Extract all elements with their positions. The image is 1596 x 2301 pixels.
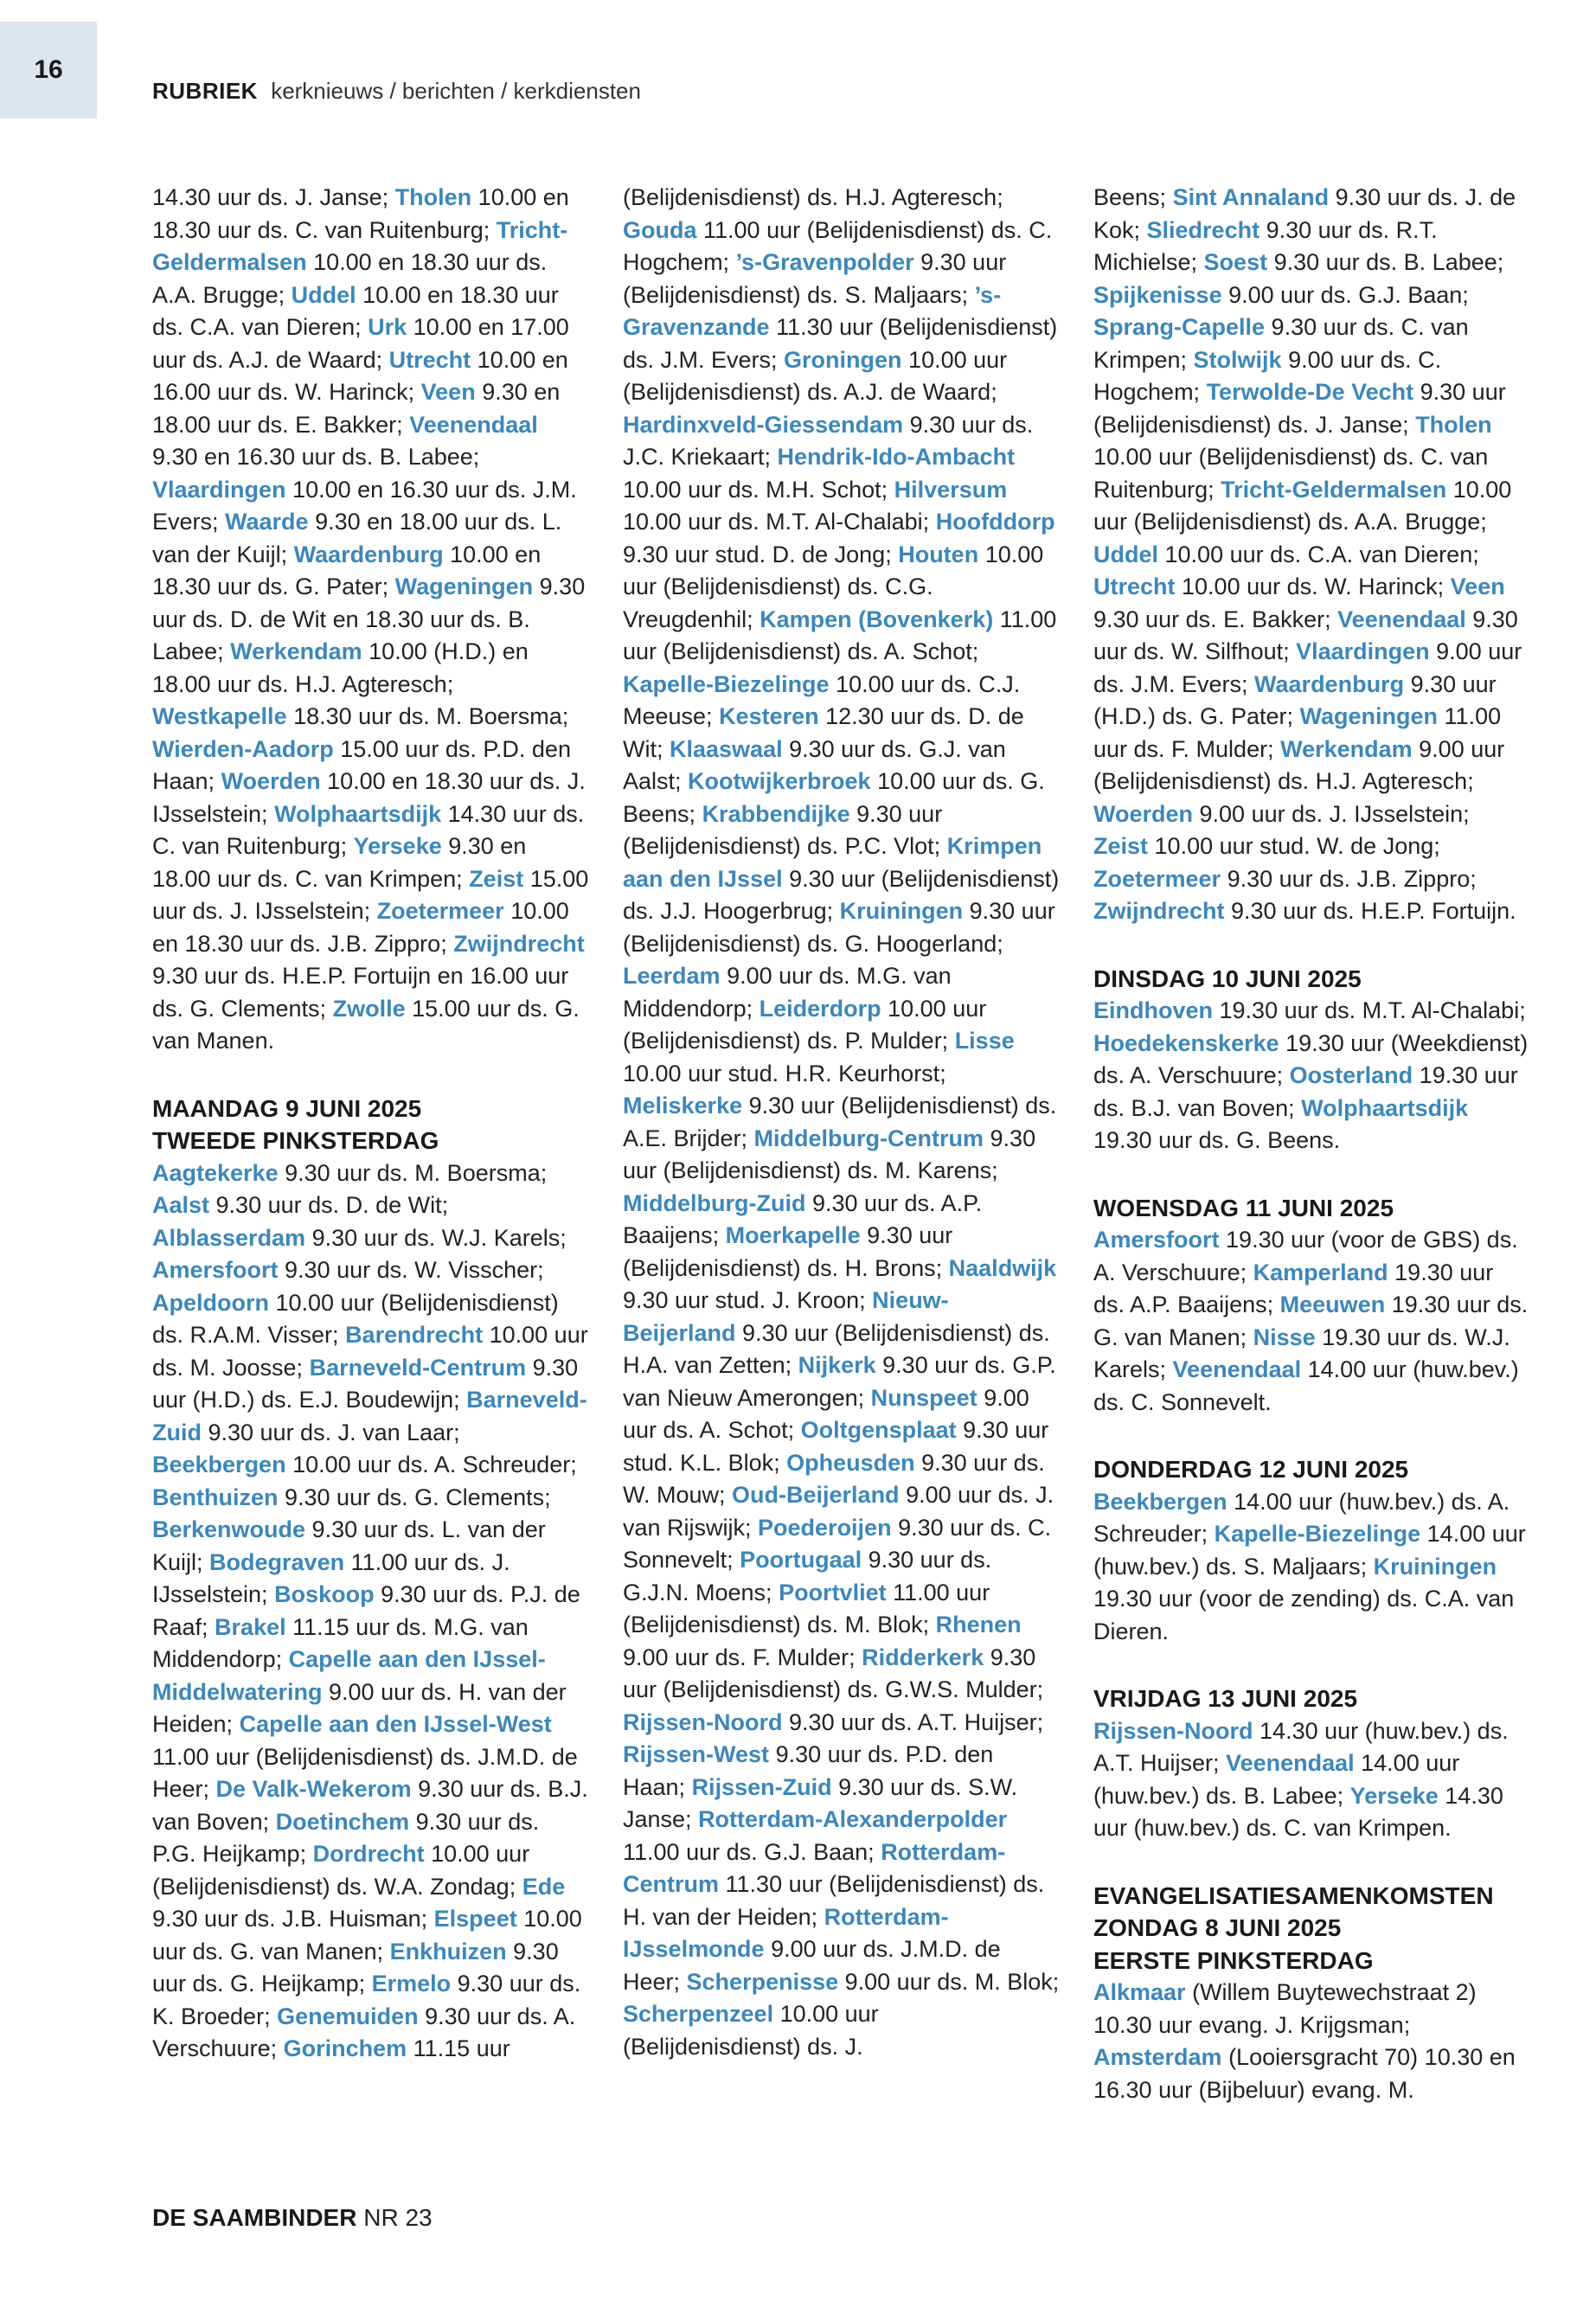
service-details: 10.00 uur ds. W. Harinck; (1175, 574, 1451, 599)
service-details: (Belijdenisdienst) ds. H.J. Agteresch; (623, 184, 1003, 210)
service-details: 14.30 uur ds. J. Janse; (152, 184, 395, 210)
church-location: Enkhuizen (389, 1938, 507, 1965)
service-details: 19.30 uur ds. A.P. Baaijens; (1093, 1259, 1494, 1317)
church-location: Vlaardingen (152, 476, 286, 503)
service-details: 12.30 uur ds. D. de Wit; (623, 703, 1024, 762)
church-location: Oosterland (1289, 1062, 1413, 1088)
service-details: Beens; (1093, 184, 1173, 210)
day-heading: MAANDAG 9 JUNI 2025 (152, 1094, 422, 1122)
service-details: 15.00 uur ds. G. van Manen. (152, 995, 580, 1054)
church-location: Zwolle (332, 995, 406, 1022)
church-location: Stolwijk (1193, 346, 1282, 373)
church-location: Scherpenzeel (623, 2001, 774, 2027)
church-location: Middelburg-Zuid (623, 1189, 806, 1216)
church-location: Alkmaar (1093, 1979, 1186, 2005)
church-location: Urk (368, 314, 407, 340)
service-details: 9.30 uur ds. A.T. Huijser; (782, 1708, 1044, 1735)
church-location: Ede (522, 1873, 566, 1900)
service-details: 10.00 uur (Belijdenisdienst) ds. R.A.M. Visser; (152, 1289, 559, 1348)
service-details: 11.30 uur (Belijdenisdienst) ds. J.M. Evers; (623, 314, 1058, 373)
service-block (1093, 1880, 1530, 2107)
service-details: 10.00 uur ds. M. Joosse; (152, 1322, 588, 1381)
church-location: Genemuiden (277, 2003, 419, 2029)
service-details: 9.30 uur ds. J.B. Zippro; (1221, 865, 1477, 892)
service-block (1093, 1192, 1530, 1420)
service-details: 11.15 uur ds. M.G. van Middendorp; (152, 1613, 529, 1672)
church-location: Tricht-Geldermalsen (1221, 476, 1447, 503)
service-details: 9.30 uur ds. D. de Wit en 18.30 uur ds. B. Labee; (152, 574, 586, 664)
service-details: 9.30 uur ds. P.D. den Haan; (623, 1741, 994, 1800)
service-details: 9.30 uur (H.D.) ds. E.J. Boudewijn; (152, 1354, 579, 1413)
service-details: 10.00 uur (Belijdenisdienst) ds. A.A. Brugge; (1093, 476, 1512, 535)
service-details: 9.30 uur ds. M. Boersma; (278, 1159, 548, 1186)
service-details: 19.30 uur (Weekdienst) ds. A. Verschuure; (1093, 1029, 1529, 1088)
church-location: ’s-Gravenzande (623, 281, 1002, 340)
service-details: 10.00 uur ds. A. Schreuder; (285, 1452, 577, 1477)
church-location: Barneveld-Centrum (309, 1354, 527, 1381)
service-details: 14.30 uur (huw.bev.) ds. C. van Krimpen. (1093, 1782, 1503, 1841)
service-details: 10.00 uur ds. C.A. van Dieren; (1158, 541, 1479, 567)
church-location: Doetinchem (275, 1808, 410, 1835)
service-details: 9.30 uur ds. A. Verschuure; (152, 2003, 576, 2061)
service-details: 9.30 uur ds. S.W. Janse; (623, 1773, 1018, 1832)
church-location: Veenendaal (1172, 1356, 1302, 1382)
service-details: 10.00 en 16.00 uur ds. W. Harinck; (152, 346, 568, 405)
church-location: Brakel (215, 1613, 286, 1640)
church-location: Woerden (1093, 800, 1194, 827)
service-details: 10.00 en 18.30 uur ds. J. IJsselstein; (152, 768, 586, 827)
church-location: Capelle aan den IJssel-Middelwatering (152, 1646, 546, 1705)
church-location: Meliskerke (623, 1093, 743, 1118)
service-details: 11.00 uur (Belijdenisdienst) ds. A. Schot; (623, 606, 1057, 664)
service-details: 9.00 uur ds. J.M. Evers; (1093, 638, 1522, 697)
church-location: Poederoijen (758, 1514, 892, 1541)
church-location: Wageningen (1299, 703, 1439, 729)
service-details: 9.30 uur (Belijdenisdienst) ds. A.E. Brijder; (623, 1093, 1057, 1151)
section-subtitle: kerknieuws / berichten / kerkdiensten (271, 78, 641, 104)
service-details: 10.00 uur ds. M.H. Schot; (623, 476, 894, 503)
day-heading: DONDERDAG 12 JUNI 2025 (1093, 1456, 1409, 1483)
church-location: Rotterdam-IJsselmonde (623, 1903, 949, 1962)
church-location: Rijssen-Noord (623, 1708, 783, 1735)
service-block (623, 182, 1060, 2063)
church-location: Vlaardingen (1296, 638, 1430, 664)
service-details: 9.00 uur ds. J.M.D. de Heer; (623, 1936, 1001, 1995)
church-location: Ridderkerk (862, 1644, 984, 1670)
service-details: 9.30 uur (Belijdenisdienst) ds. G.W.S. Mulder; (623, 1644, 1044, 1702)
service-details: 10.00 uur (Belijdenisdienst) ds. C.G. Vreugdenhil; (623, 541, 1044, 632)
service-details: 10.00 uur stud. W. de Jong; (1148, 833, 1440, 859)
church-location: Tricht-Geldermalsen (152, 216, 568, 275)
day-heading: VRIJDAG 13 JUNI 2025 (1093, 1685, 1358, 1712)
service-details: 9.30 uur ds. G. Clements; (278, 1484, 551, 1510)
footer-brand: DE SAAMBINDER (152, 2204, 357, 2231)
service-details: 9.30 uur (Belijdenisdienst) ds. G. Hoogerland; (623, 898, 1055, 957)
church-location: Kesteren (719, 703, 819, 729)
church-location: Werkendam (1280, 735, 1413, 762)
service-details: 10.00 en 18.30 uur ds. J.B. Zippro; (152, 898, 569, 957)
church-location: Rotterdam-Centrum (623, 1838, 1006, 1897)
service-block (1093, 182, 1530, 928)
service-details: 9.30 uur ds. G. Heijkamp; (152, 1938, 559, 1997)
day-heading: EVANGELISATIESAMENKOMSTEN (1093, 1881, 1494, 1909)
service-details: 9.00 uur ds. H. van der Heiden; (152, 1678, 567, 1737)
church-location: Kampen (Bovenkerk) (760, 606, 994, 632)
service-details: 10.00 uur ds. M.T. Al-Chalabi; (623, 509, 936, 535)
church-location: Yerseke (1349, 1782, 1439, 1809)
service-details: 9.30 uur ds. E. Bakker; (1093, 606, 1338, 632)
church-location: Sint Annaland (1172, 184, 1330, 210)
church-location: Rijssen-Zuid (691, 1773, 832, 1800)
church-location: Scherpenisse (686, 1968, 839, 1995)
service-details: 9.30 uur ds. J. van Laar; (201, 1419, 460, 1445)
church-location: Poortvliet (779, 1579, 887, 1606)
service-details: 9.30 uur ds. G.P. van Nieuw Amerongen; (623, 1352, 1056, 1411)
service-details: 15.00 uur ds. J. IJsselstein; (152, 865, 589, 924)
church-location: Zoetermeer (376, 898, 504, 924)
church-location: Moerkapelle (725, 1222, 861, 1248)
service-details: 10.00 en 18.30 uur ds. C. van Ruitenburg; (152, 184, 569, 243)
day-heading: DINSDAG 10 JUNI 2025 (1093, 965, 1362, 992)
service-details: 9.30 uur ds. P.J. de Raaf; (152, 1581, 580, 1640)
service-details: 9.30 uur ds. A.P. Baaijens; (623, 1189, 983, 1248)
service-details: 9.30 uur ds. W. Mouw; (623, 1449, 1045, 1508)
service-details: 9.30 uur (Belijdenisdienst) ds. J. Janse; (1093, 379, 1506, 438)
day-heading: WOENSDAG 11 JUNI 2025 (1093, 1194, 1394, 1221)
church-location: Aalst (152, 1192, 210, 1218)
service-details: 14.00 uur (huw.bev.) ds. A. Schreuder; (1093, 1488, 1510, 1547)
service-details: 14.30 uur ds. C. van Ruitenburg; (152, 800, 585, 859)
church-location: Soest (1203, 249, 1268, 275)
service-details: 11.00 uur ds. F. Mulder; (1093, 703, 1502, 762)
service-details: 9.30 en 18.00 uur ds. L. van der Kuijl; (152, 509, 562, 567)
service-details: 11.00 uur ds. J. IJsselstein; (152, 1548, 510, 1607)
service-details: 9.00 uur ds. C. Hogchem; (1093, 346, 1442, 405)
service-details: 9.30 uur ds. W.J. Karels; (305, 1224, 567, 1251)
service-details: 10.00 uur ds. G. Beens; (623, 768, 1045, 827)
church-location: Sprang-Capelle (1093, 314, 1266, 340)
service-details: 9.30 uur ds. L. van der Kuijl; (152, 1516, 546, 1575)
church-location: Spijkenisse (1093, 281, 1222, 308)
service-details: 9.30 uur (H.D.) ds. G. Pater; (1093, 670, 1497, 729)
service-details: (Looiersgracht 70) 10.30 en 16.30 uur (Bijbeluur) evang. M. (1093, 2044, 1516, 2103)
service-block (1093, 1453, 1530, 1648)
service-details: 9.30 uur stud. K.L. Blok; (623, 1417, 1049, 1476)
church-location: Kamperland (1253, 1259, 1388, 1285)
service-details: 19.30 uur ds. G. van Manen; (1093, 1292, 1529, 1350)
service-details: 10.00 uur (Belijdenisdienst) ds. P. Mulder; (623, 995, 987, 1054)
service-details: 9.30 uur ds. W. Visscher; (278, 1257, 544, 1283)
church-location: Yerseke (353, 833, 442, 859)
service-details: 19.30 uur ds. M.T. Al-Chalabi; (1213, 997, 1526, 1023)
service-details: 9.30 uur ds. H.E.P. Fortuijn. (1224, 898, 1516, 924)
service-details: 9.30 uur stud. D. de Jong; (623, 541, 899, 567)
church-location: Waardenburg (1254, 670, 1405, 697)
church-location: Hendrik-Ido-Ambacht (777, 444, 1016, 470)
church-location: Gouda (623, 216, 697, 243)
service-details: 9.30 uur (Belijdenisdienst) ds. J.J. Hoogerbrug; (623, 865, 1060, 924)
service-details: 11.15 uur (407, 2035, 510, 2061)
service-details: 18.30 uur ds. M. Boersma; (286, 703, 569, 729)
church-location: Barendrecht (345, 1322, 484, 1348)
church-location: Middelburg-Centrum (753, 1125, 984, 1151)
section-header (152, 78, 641, 105)
service-details: 10.00 (H.D.) en 18.00 uur ds. H.J. Agteresch; (152, 638, 529, 697)
church-location: Utrecht (388, 346, 471, 373)
church-location: Oud-Beijerland (732, 1482, 900, 1508)
church-location: Benthuizen (152, 1484, 279, 1510)
service-details: 10.00 en 18.30 uur ds. G. Pater; (152, 541, 542, 599)
page-number: 16 (0, 22, 97, 119)
service-details: 10.00 uur stud. H.R. Keurhorst; (623, 1060, 946, 1086)
service-block (1093, 963, 1530, 1157)
church-location: Berkenwoude (152, 1516, 306, 1542)
church-location: Naaldwijk (948, 1254, 1057, 1281)
church-location: ’s-Gravenpolder (735, 249, 914, 275)
church-location: Boskoop (274, 1581, 375, 1607)
church-location: Kruiningen (1373, 1553, 1497, 1580)
service-details: 9.30 uur (Belijdenisdienst) ds. M. Karens; (623, 1125, 1036, 1183)
church-location: Veenendaal (1337, 606, 1466, 632)
church-location: Leerdam (623, 963, 721, 989)
church-location: Waarde (225, 509, 309, 535)
service-details: 9.30 uur ds. C. van Krimpen; (1093, 314, 1469, 373)
church-location: Lisse (954, 1028, 1015, 1054)
church-location: Rhenen (935, 1612, 1022, 1638)
church-location: Nieuw-Beijerland (623, 1287, 949, 1346)
church-location: Amersfoort (152, 1257, 279, 1283)
church-location: Leiderdorp (759, 995, 881, 1022)
church-location: Zoetermeer (1093, 865, 1221, 892)
church-location: Bodegraven (209, 1548, 345, 1575)
church-location: Eindhoven (1093, 997, 1214, 1023)
church-location: Alblasserdam (152, 1224, 306, 1251)
church-location: Capelle aan den IJssel-West (239, 1711, 552, 1737)
church-location: Zwijndrecht (1093, 898, 1225, 924)
service-details: 9.30 uur ds. R.T. Michielse; (1093, 216, 1438, 275)
service-details: 15.00 uur ds. P.D. den Haan; (152, 735, 571, 794)
service-details: 9.30 en 18.00 uur ds. E. Bakker; (152, 379, 561, 438)
church-location: Meeuwen (1279, 1292, 1386, 1317)
service-details: 9.30 uur ds. K. Broeder; (152, 1971, 581, 2029)
church-location: Woerden (221, 768, 321, 794)
church-location: Veen (420, 379, 476, 405)
service-details: 14.00 uur (huw.bev.) ds. C. Sonnevelt. (1093, 1356, 1519, 1415)
service-details: (Willem Buytewechstraat 2) 10.30 uur evang. J. Krijgsman; (1093, 1979, 1477, 2038)
service-details: 19.30 uur (voor de zending) ds. C.A. van Dieren. (1093, 1586, 1515, 1644)
service-details: 19.30 uur ds. W.J. Karels; (1093, 1324, 1510, 1382)
service-block (1093, 1682, 1530, 1845)
church-location: Rotterdam-Alexanderpolder (698, 1806, 1008, 1832)
church-location: Amersfoort (1093, 1227, 1220, 1253)
church-location: Hardinxveld-Giessendam (623, 411, 904, 438)
church-location: Veenendaal (1226, 1750, 1355, 1776)
column-1 (152, 182, 589, 2066)
service-details: 14.00 uur (huw.bev.) ds. S. Maljaars; (1093, 1521, 1526, 1580)
church-location: Amsterdam (1093, 2044, 1222, 2070)
service-details: 19.30 uur ds. B.J. van Boven; (1093, 1062, 1518, 1121)
service-details: 9.30 uur ds. J. de Kok; (1093, 184, 1516, 243)
day-heading: TWEEDE PINKSTERDAG (152, 1127, 439, 1154)
service-details: 11.00 uur (Belijdenisdienst) ds. J.M.D. de Heer; (152, 1743, 578, 1802)
service-details: 10.00 uur ds. C.J. Meeuse; (623, 670, 1021, 729)
column-2 (623, 182, 1060, 2063)
service-details: 9.00 uur ds. A. Schot; (623, 1384, 1029, 1443)
service-details: 10.00 uur (Belijdenisdienst) ds. A.J. de Waard; (623, 346, 1008, 405)
service-details: 9.00 uur ds. M.G. van Middendorp; (623, 963, 952, 1022)
service-details: 10.00 en 18.30 uur ds. A.A. Brugge; (152, 249, 548, 308)
service-details: 9.30 uur (Belijdenisdienst) ds. H. Brons; (623, 1222, 953, 1281)
service-details: 10.00 en 16.30 uur ds. J.M. Evers; (152, 476, 577, 535)
church-location: Utrecht (1093, 574, 1176, 599)
church-location: Krabbendijke (702, 800, 850, 827)
service-details: 9.30 uur ds. W. Silfhout; (1093, 606, 1518, 664)
church-location: Hilversum (894, 476, 1008, 503)
church-location: Kapelle-Biezelinge (1214, 1521, 1421, 1547)
church-location: Klaaswaal (670, 735, 783, 762)
church-location: Dordrecht (312, 1841, 425, 1867)
church-location: Waardenburg (293, 541, 444, 567)
section-label: RUBRIEK (152, 78, 258, 104)
church-location: Groningen (784, 346, 902, 373)
church-location: Elspeet (433, 1906, 517, 1932)
service-details: 9.30 uur stud. J. Kroon; (623, 1287, 873, 1313)
church-location: Wageningen (394, 574, 534, 599)
church-location: Kapelle-Biezelinge (623, 670, 830, 697)
church-location: Ooltgensplaat (800, 1417, 957, 1443)
service-details: 10.00 uur ds. G. van Manen; (152, 1906, 582, 1965)
church-location: Zwijndrecht (453, 930, 585, 957)
day-heading: EERSTE PINKSTERDAG (1093, 1946, 1374, 1974)
church-location: Terwolde-De Vecht (1206, 379, 1414, 405)
church-location: Apeldoorn (152, 1289, 269, 1316)
service-details: 9.30 uur ds. P.G. Heijkamp; (152, 1808, 540, 1867)
service-details: 9.30 en 18.00 uur ds. C. van Krimpen; (152, 833, 527, 892)
service-details: 9.30 uur ds. J.C. Kriekaart; (623, 411, 1034, 470)
service-details: 14.30 uur (huw.bev.) ds. A.T. Huijser; (1093, 1717, 1509, 1776)
service-block (152, 1093, 589, 2066)
service-details: 9.00 uur ds. G.J. Baan; (1221, 281, 1469, 308)
service-details: 9.30 uur ds. B. Labee; (1267, 249, 1504, 275)
service-details: 9.00 uur ds. M. Blok; (838, 1968, 1060, 1995)
church-location: Krimpen aan den IJssel (623, 833, 1042, 892)
church-location: Wolphaartsdijk (274, 800, 442, 827)
service-details: 14.00 uur (huw.bev.) ds. B. Labee; (1093, 1750, 1460, 1809)
church-location: Wolphaartsdijk (1301, 1094, 1469, 1121)
church-location: Kruiningen (839, 898, 964, 924)
service-details: 9.30 uur ds. J.B. Huisman; (152, 1906, 434, 1932)
church-location: Westkapelle (152, 703, 287, 729)
church-location: Wierden-Aadorp (152, 735, 334, 762)
service-details: 9.30 uur ds. C. Sonnevelt; (623, 1514, 1052, 1573)
service-details: 10.00 en 18.30 uur ds. C.A. van Dieren; (152, 281, 559, 340)
day-heading: ZONDAG 8 JUNI 2025 (1093, 1914, 1342, 1941)
service-details: 9.30 uur (Belijdenisdienst) ds. S. Maljaars; (623, 249, 1007, 308)
service-details: 9.30 uur ds. D. de Wit; (209, 1192, 449, 1218)
service-details: 9.30 uur ds. G.J. van Aalst; (623, 735, 1006, 794)
church-location: Nisse (1253, 1324, 1316, 1350)
church-location: Hoedekenskerke (1093, 1029, 1279, 1056)
church-location: Hoofddorp (935, 509, 1055, 535)
service-details: 19.30 uur ds. G. Beens. (1093, 1127, 1341, 1153)
service-details: 10.00 uur (Belijdenisdienst) ds. C. van Ruitenburg; (1093, 444, 1489, 503)
church-location: Veenendaal (409, 411, 538, 438)
church-location: Barneveld-Zuid (152, 1387, 587, 1445)
church-location: Zeist (469, 865, 524, 892)
church-location: Rijssen-Noord (1093, 1717, 1253, 1744)
church-location: Tholen (394, 184, 472, 210)
church-location: Beekbergen (1093, 1488, 1227, 1515)
church-location: Poortugaal (740, 1547, 862, 1573)
church-location: Houten (898, 541, 979, 567)
church-location: Beekbergen (152, 1452, 286, 1477)
service-details: 9.30 en 16.30 uur ds. B. Labee; (152, 444, 480, 470)
column-3 (1093, 182, 1530, 2106)
church-location: Opheusden (786, 1449, 915, 1476)
church-location: Sliedrecht (1146, 216, 1260, 243)
church-location: Nunspeet (870, 1384, 977, 1411)
church-location: Veen (1450, 574, 1505, 599)
service-details: 9.00 uur ds. F. Mulder; (623, 1644, 862, 1670)
service-block (152, 182, 589, 1058)
church-location: Nijkerk (798, 1352, 876, 1378)
service-details: 11.30 uur (Belijdenisdienst) ds. H. van der Heiden; (623, 1871, 1045, 1930)
church-location: Zeist (1093, 833, 1149, 859)
church-location: Werkendam (230, 638, 362, 664)
service-details: 19.30 uur (voor de GBS) ds. A. Verschuure; (1093, 1227, 1518, 1285)
footer (152, 2204, 433, 2232)
service-details: 9.00 uur ds. J. van Rijswijk; (623, 1482, 1054, 1541)
service-details: 9.30 uur ds. G.J.N. Moens; (623, 1547, 992, 1606)
service-details: 11.00 uur (Belijdenisdienst) ds. M. Blok; (623, 1579, 990, 1638)
church-location: Aagtekerke (152, 1159, 279, 1186)
service-details: 10.00 en 17.00 uur ds. A.J. de Waard; (152, 314, 569, 373)
church-location: Gorinchem (283, 2035, 407, 2061)
service-details: 9.30 uur (Belijdenisdienst) ds. P.C. Vlot; (623, 800, 947, 859)
church-location: Kootwijkerbroek (688, 768, 871, 794)
service-details: 11.00 uur ds. G.J. Baan; (623, 1838, 881, 1865)
footer-issue: NR 23 (363, 2204, 433, 2231)
service-details: 9.00 uur ds. J. IJsselstein; (1193, 800, 1470, 827)
church-location: Ermelo (371, 1971, 452, 1997)
service-details: 10.00 uur (Belijdenisdienst) ds. J. (623, 2001, 879, 2060)
service-details: 9.30 uur (Belijdenisdienst) ds. H.A. van Zetten; (623, 1319, 1050, 1378)
church-location: Uddel (1093, 541, 1159, 567)
service-details: 9.00 uur (Belijdenisdienst) ds. H.J. Agteresch; (1093, 735, 1505, 794)
church-location: De Valk-Wekerom (215, 1776, 412, 1802)
service-details: 9.30 uur ds. B.J. van Boven; (152, 1776, 588, 1835)
church-location: Uddel (291, 281, 356, 308)
church-location: Rijssen-West (623, 1741, 770, 1767)
service-details: 10.00 uur (Belijdenisdienst) ds. W.A. Zondag; (152, 1841, 530, 1900)
church-location: Tholen (1415, 411, 1492, 438)
service-details: 9.30 uur ds. H.E.P. Fortuijn en 16.00 uur ds. G. Clements; (152, 963, 569, 1022)
service-details: 11.00 uur (Belijdenisdienst) ds. C. Hogchem; (623, 216, 1053, 275)
